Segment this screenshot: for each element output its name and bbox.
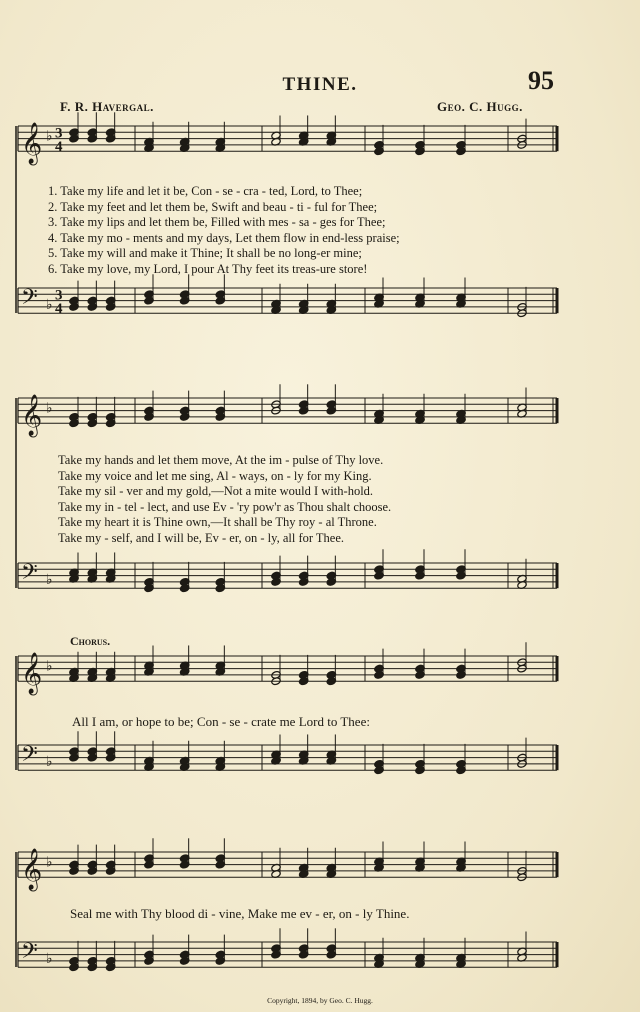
time-signature-bottom: 4 <box>55 301 63 318</box>
verse-line: Take my hands and let them move, At the im - pulse of Thy love. <box>58 453 384 467</box>
time-signature-bottom: 4 <box>55 139 63 156</box>
verses-part1 <box>48 184 400 278</box>
time-signature-top: 3 <box>55 287 63 304</box>
flat-sign-icon: ♭ <box>46 128 53 145</box>
verse-line: Take my heart it is Thine own,—It shall be Thy roy - al Throne. <box>58 515 377 530</box>
bass-clef-icon: 𝄢 <box>21 560 38 591</box>
verse-line: 4. Take my mo - ments and my days, Let them flow in end-less praise; <box>48 230 400 245</box>
verse-line: 3. Take my lips and let them be, Filled with mes - sa - ges for Thee; <box>48 215 386 230</box>
page-number: 95 <box>528 66 554 95</box>
flat-sign-icon: ♭ <box>46 658 53 675</box>
verse-line: 1. Take my life and let it be, Con - se - cra - ted, Lord, to Thee; <box>48 184 363 198</box>
flat-sign-icon: ♭ <box>46 400 53 417</box>
chorus-lyric-line-1: All I am, or hope to be; Con - se - crate me Lord to Thee: <box>72 714 370 729</box>
flat-sign-icon: ♭ <box>46 296 53 313</box>
treble-clef-icon: 𝄞 <box>21 123 43 165</box>
verse-line: 6. Take my love, my Lord, I pour At Thy feet its treas-ure store! <box>48 261 368 276</box>
verse-line: Take my in - tel - lect, and use Ev - 'ry pow'r as Thou shalt choose. <box>58 499 392 514</box>
chorus-lyric-line-2: Seal me with Thy blood di - vine, Make me ev - er, on - ly Thine. <box>70 906 410 921</box>
verse-line: Take my sil - ver and my gold,—Not a mite would I with-hold. <box>58 484 374 499</box>
treble-clef-icon: 𝄞 <box>21 395 43 437</box>
bass-clef-icon: 𝄢 <box>21 939 38 970</box>
composer-credit: Geo. C. Hugg. <box>437 99 523 114</box>
bass-clef-icon: 𝄢 <box>21 742 38 773</box>
verse-line: Take my - self, and I will be, Ev - er, on - ly, all for Thee. <box>58 530 345 545</box>
verse-line: Take my voice and let me sing, Al - ways, on - ly for my King. <box>58 468 372 483</box>
flat-sign-icon: ♭ <box>46 753 53 770</box>
bass-clef-icon: 𝄢 <box>21 285 38 316</box>
treble-clef-icon: 𝄞 <box>21 849 43 891</box>
copyright-notice: Copyright, 1894, by Geo. C. Hugg. <box>267 996 373 1005</box>
hymn-title: THINE. <box>282 74 358 95</box>
verses-part2 <box>58 453 391 547</box>
flat-sign-icon: ♭ <box>46 950 53 967</box>
treble-clef-icon: 𝄞 <box>21 653 43 695</box>
flat-sign-icon: ♭ <box>46 571 53 588</box>
chorus-label: Chorus. <box>70 634 111 648</box>
flat-sign-icon: ♭ <box>46 854 53 871</box>
author-credit: F. R. Havergal. <box>60 99 154 114</box>
time-signature-top: 3 <box>55 125 63 142</box>
verse-line: 5. Take my will and make it Thine; It shall be no long-er mine; <box>48 246 362 261</box>
verse-line: 2. Take my feet and let them be, Swift and beau - ti - ful for Thee; <box>48 199 378 214</box>
